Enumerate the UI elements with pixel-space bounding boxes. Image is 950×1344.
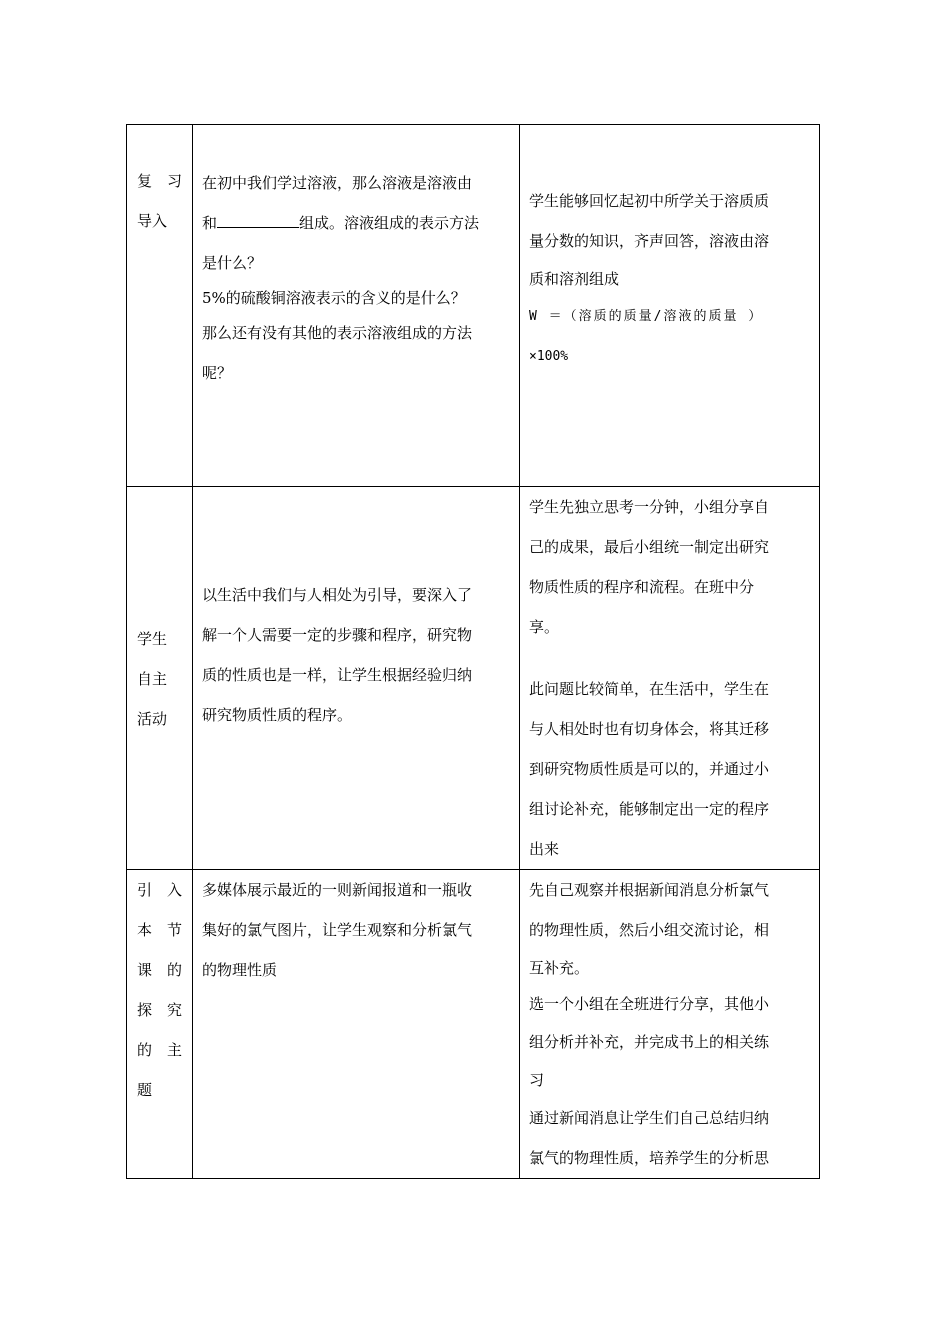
stage-label-line: 导入 [137, 212, 168, 230]
text-line [202, 203, 510, 243]
text-line: 多媒体展示最近的一则新闻报道和一瓶收 [202, 881, 473, 899]
text-line: 研究物质性质的程序。 [202, 706, 353, 724]
teacher-activity-cell [193, 487, 520, 870]
fill-in-blank [217, 213, 299, 228]
stage-label-line: 本 节 [137, 921, 182, 939]
text-line: 到研究物质性质是可以的，并通过小 [529, 760, 770, 778]
text-line: 学生能够回忆起初中所学关于溶质质 [529, 192, 770, 210]
teacher-activity-cell [193, 870, 520, 1179]
text-line: 集好的氯气图片，让学生观察和分析氯气 [202, 921, 473, 939]
text-line: 5%的硫酸铜溶液表示的含义的是什么？ [202, 289, 466, 307]
stage-label-line: 探 究 [137, 1001, 182, 1019]
stage-label-line: 引 入 [137, 881, 182, 899]
paragraph-gap [529, 647, 810, 669]
text-line: 呢？ [202, 364, 233, 382]
text-line: 通过新闻消息让学生们自己总结归纳 [529, 1109, 770, 1127]
stage-label-line: 学生 [137, 630, 168, 648]
stage-label-line: 课 的 [137, 961, 182, 979]
text-line: 此问题比较简单，在生活中，学生在 [529, 680, 770, 698]
stage-label-cell [127, 870, 193, 1179]
student-activity-cell [520, 125, 820, 487]
text-line: 组讨论补充，能够制定出一定的程序 [529, 800, 770, 818]
text-line: 物质性质的程序和流程。在班中分 [529, 578, 755, 596]
stage-label-line: 活动 [137, 710, 168, 728]
text-line: 质和溶剂组成 [529, 270, 620, 288]
table-row [127, 125, 820, 487]
text-line: 学生先独立思考一分钟，小组分享自 [529, 498, 770, 516]
text-line: 与人相处时也有切身体会，将其迁移 [529, 720, 770, 738]
formula-line: W ＝（溶质的质量/溶液的质量 ） [529, 309, 764, 324]
text-line: 享。 [529, 618, 560, 636]
lesson-plan-table [126, 124, 820, 1179]
text-line: 那么还有没有其他的表示溶液组成的方法 [202, 324, 473, 342]
text-line: 互补充。 [529, 959, 590, 977]
text-line: 量分数的知识，齐声回答，溶液由溶 [529, 232, 770, 250]
text-line: 的物理性质 [202, 961, 278, 979]
stage-label-line: 的 主 [137, 1041, 182, 1059]
text-line: 氯气的物理性质，培养学生的分析思 [529, 1149, 770, 1167]
teacher-activity-cell [193, 125, 520, 487]
text-fragment: 和 [202, 214, 218, 232]
text-line: 习 [529, 1071, 545, 1089]
text-line: 是什么？ [202, 254, 263, 272]
table-row [127, 870, 820, 1179]
stage-label-line: 题 [137, 1081, 153, 1099]
text-line: 选一个小组在全班进行分享，其他小 [529, 995, 770, 1013]
stage-label-cell [127, 125, 193, 487]
text-line: 以生活中我们与人相处为引导，要深入了 [202, 586, 473, 604]
text-line: 组分析并补充，并完成书上的相关练 [529, 1033, 770, 1051]
text-line: 在初中我们学过溶液，那么溶液是溶液由 [202, 174, 473, 192]
stage-label-cell [127, 487, 193, 870]
text-line: 的物理性质，然后小组交流讨论，相 [529, 921, 770, 939]
stage-label-line: 自主 [137, 670, 168, 688]
text-line: 质的性质也是一样，让学生根据经验归纳 [202, 666, 473, 684]
table-row [127, 487, 820, 870]
text-line: 出来 [529, 840, 560, 858]
stage-label-line: 复 习 [137, 172, 183, 190]
student-activity-cell [520, 870, 820, 1179]
text-line: 解一个人需要一定的步骤和程序，研究物 [202, 626, 473, 644]
formula-line: ×100% [529, 349, 569, 364]
text-fragment: 组成。溶液组成的表示方法 [299, 214, 480, 232]
student-activity-cell [520, 487, 820, 870]
text-line: 先自己观察并根据新闻消息分析氯气 [529, 881, 770, 899]
text-line: 己的成果，最后小组统一制定出研究 [529, 538, 770, 556]
